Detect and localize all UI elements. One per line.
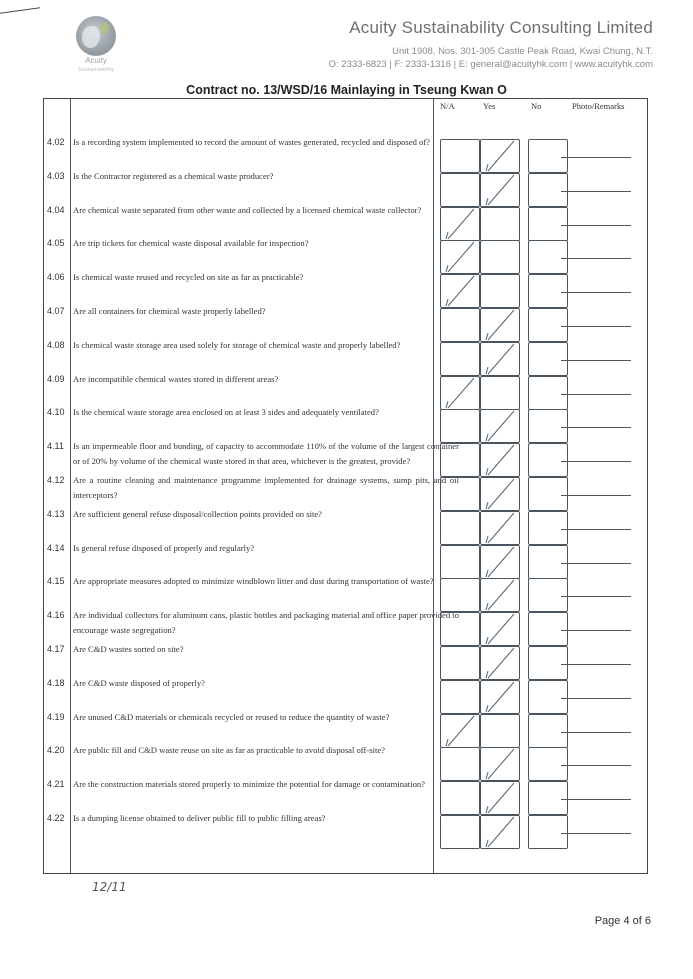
item-question: Is chemical waste reused and recycled on site as far as practicable? (73, 272, 304, 283)
item-question: Is a recording system implemented to record the amount of wastes generated, recycled and disposed of? (73, 137, 430, 147)
table-row (44, 439, 647, 473)
item-question: Are appropriate measures adopted to minimize windblown litter and dust during transportation of waste? (73, 576, 434, 587)
remarks-field[interactable] (561, 664, 631, 665)
item-number: 4.20 (47, 745, 65, 756)
table-row (44, 541, 647, 575)
item-question: Is an impermeable floor and bunding, of capacity to accommodate 110% of the volume of the largest container or of 20% by volume of the chemical waste stored in that area, whichever is the greatest, provide? (73, 441, 459, 467)
table-row (44, 710, 647, 744)
table-row (44, 473, 647, 507)
table-row (44, 304, 647, 338)
remarks-field[interactable] (561, 833, 631, 834)
item-number: 4.21 (47, 779, 65, 790)
remarks-field[interactable] (561, 427, 631, 428)
logo-subtitle: Sustainability (77, 67, 115, 73)
table-row (44, 236, 647, 270)
check-mark-icon (481, 816, 521, 850)
company-logo (58, 16, 148, 78)
remarks-field[interactable] (561, 461, 631, 462)
item-question: Are unused C&D materials or chemicals recycled or reused to reduce the quantity of waste? (73, 711, 390, 722)
item-question: Are incompatible chemical wastes stored in different areas? (73, 373, 279, 384)
item-question: Are public fill and C&D waste reuse on site as far as practicable to avoid disposal off-site? (73, 745, 385, 756)
table-row (44, 372, 647, 406)
item-number: 4.19 (47, 711, 65, 722)
item-number: 4.03 (47, 170, 65, 181)
item-number: 4.15 (47, 576, 65, 587)
item-number: 4.02 (47, 137, 65, 147)
item-question: Is a dumping license obtained to deliver public fill to public filling areas? (73, 813, 326, 823)
remarks-field[interactable] (561, 563, 631, 564)
company-address: Unit 1908, Nos. 301-305 Castle Peak Road, Kwai Chung, N.T. (392, 46, 653, 57)
page-number: Page 4 of 6 (594, 915, 651, 927)
item-number: 4.11 (47, 441, 64, 452)
remarks-field[interactable] (561, 529, 631, 530)
item-number: 4.16 (47, 610, 65, 621)
table-row (44, 405, 647, 439)
table-row (44, 574, 647, 608)
item-question: Are all containers for chemical waste properly labelled? (73, 306, 266, 316)
checklist-table (43, 98, 648, 874)
item-question: Are trip tickets for chemical waste disposal available for inspection? (73, 238, 309, 249)
item-number: 4.12 (47, 475, 65, 485)
item-number: 4.05 (47, 238, 65, 249)
remarks-field[interactable] (561, 292, 631, 293)
item-number: 4.18 (47, 677, 65, 688)
item-question: Are chemical waste separated from other waste and collected by a licensed chemical waste collector? (73, 204, 422, 215)
checkbox-no[interactable] (528, 815, 568, 849)
table-row (44, 135, 647, 169)
item-question: Is general refuse disposed of properly and regularly? (73, 542, 255, 553)
table-row (44, 608, 647, 642)
item-number: 4.04 (47, 204, 65, 215)
item-question: Are the construction materials stored properly to minimize the potential for damage or contamination? (73, 779, 425, 790)
item-number: 4.22 (47, 813, 65, 823)
item-number: 4.08 (47, 339, 65, 350)
checkbox-na[interactable] (440, 815, 480, 849)
item-question: Are a routine cleaning and maintenance programme implemented for drainage systems, sump pits, and oil interceptors? (73, 475, 459, 500)
item-question: Are C&D wastes sorted on site? (73, 644, 184, 654)
remarks-field[interactable] (561, 630, 631, 631)
item-number: 4.10 (47, 407, 65, 418)
table-row (44, 676, 647, 710)
checkbox-yes[interactable] (480, 815, 520, 849)
item-number: 4.09 (47, 373, 65, 384)
scan-mark (0, 0, 40, 14)
item-question: Are sufficient general refuse disposal/collection points provided on site? (73, 508, 322, 519)
table-row (44, 507, 647, 541)
table-row (44, 270, 647, 304)
item-question: Are individual collectors for aluminum cans, plastic bottles and packaging material and office paper provided to encourage waste segregation? (73, 610, 459, 636)
contract-title: Contract no. 13/WSD/16 Mainlaying in Tseung Kwan O (186, 83, 507, 97)
remarks-field[interactable] (561, 191, 631, 192)
table-row (44, 743, 647, 777)
header-na: N/A (440, 101, 455, 111)
remarks-field[interactable] (561, 225, 631, 226)
table-row (44, 338, 647, 372)
remarks-field[interactable] (561, 326, 631, 327)
header-yes: Yes (483, 101, 496, 111)
remarks-field[interactable] (561, 765, 631, 766)
item-question: Is the Contractor registered as a chemical waste producer? (73, 170, 274, 181)
item-number: 4.13 (47, 508, 65, 519)
remarks-field[interactable] (561, 157, 631, 158)
remarks-field[interactable] (561, 360, 631, 361)
table-row (44, 169, 647, 203)
item-question: Is the chemical waste storage area enclosed on at least 3 sides and adequately ventilated? (73, 407, 379, 418)
table-row (44, 203, 647, 237)
item-number: 4.07 (47, 306, 65, 316)
table-row (44, 777, 647, 811)
remarks-field[interactable] (561, 596, 631, 597)
remarks-field[interactable] (561, 799, 631, 800)
remarks-field[interactable] (561, 732, 631, 733)
header-no: No (531, 101, 542, 111)
company-contact: O: 2333-6823 | F: 2333-1316 | E: general@acuityhk.com | www.acuityhk.com (328, 59, 653, 70)
table-row (44, 642, 647, 676)
header-photo-remarks: Photo/Remarks (572, 101, 625, 111)
remarks-field[interactable] (561, 394, 631, 395)
table-row (44, 811, 647, 845)
remarks-field[interactable] (561, 258, 631, 259)
remarks-field[interactable] (561, 495, 631, 496)
handwritten-date: 12/11 (92, 880, 127, 894)
remarks-field[interactable] (561, 698, 631, 699)
logo-globe-icon (76, 16, 116, 56)
item-question: Are C&D waste disposed of properly? (73, 677, 205, 688)
item-question: Is chemical waste storage area used solely for storage of chemical waste and properly labelled? (73, 339, 401, 350)
item-number: 4.06 (47, 272, 65, 283)
item-number: 4.14 (47, 542, 65, 553)
company-name: Acuity Sustainability Consulting Limited (349, 18, 653, 37)
item-number: 4.17 (47, 644, 65, 654)
logo-name: Acuity (85, 56, 107, 65)
